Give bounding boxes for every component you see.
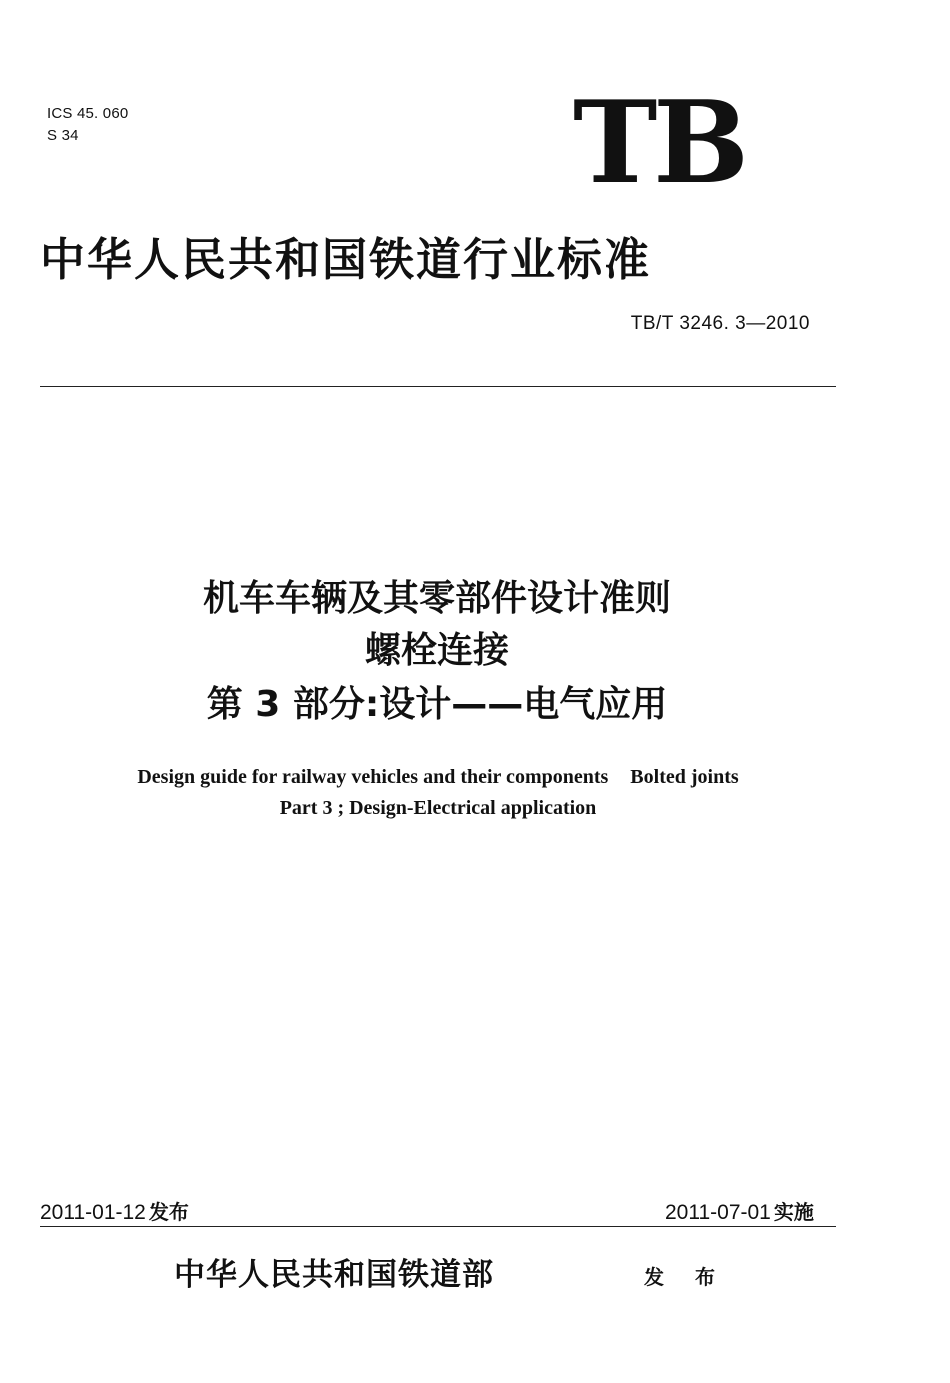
ics-code: ICS 45. 060 [47,105,129,122]
publisher-action: 发 布 [644,1265,727,1289]
issue-label: 发布 [148,1200,189,1224]
en-title-main: Design guide for railway vehicles and their components [137,766,609,788]
effective-date: 2011-07-01 [665,1201,771,1224]
header-divider [40,386,836,387]
cn-title-line-2: 螺栓连接 [364,630,509,671]
tb-standard-mark: TB [573,76,745,210]
en-title-sub: Bolted joints [630,766,739,788]
issue-date-line [40,1198,189,1227]
standard-category-title: 中华人民共和国铁道行业标准 [40,233,652,286]
issue-date: 2011-01-12 [40,1201,146,1224]
effective-label: 实施 [773,1200,814,1224]
standard-number: TB/T 3246. 3—2010 [630,313,810,334]
cn-title-line-1: 机车车辆及其零部件设计准则 [202,578,671,619]
effective-date-line [665,1198,814,1227]
en-title-line-2: Part 3 ; Design-Electrical application [279,797,597,819]
cn-title-line-3: 第 3 部分:设计——电气应用 [206,684,668,725]
footer-divider [40,1226,836,1227]
ccs-code: S 34 [47,127,79,144]
en-title-line-1 [0,764,876,790]
publisher-name: 中华人民共和国铁道部 [174,1257,494,1293]
